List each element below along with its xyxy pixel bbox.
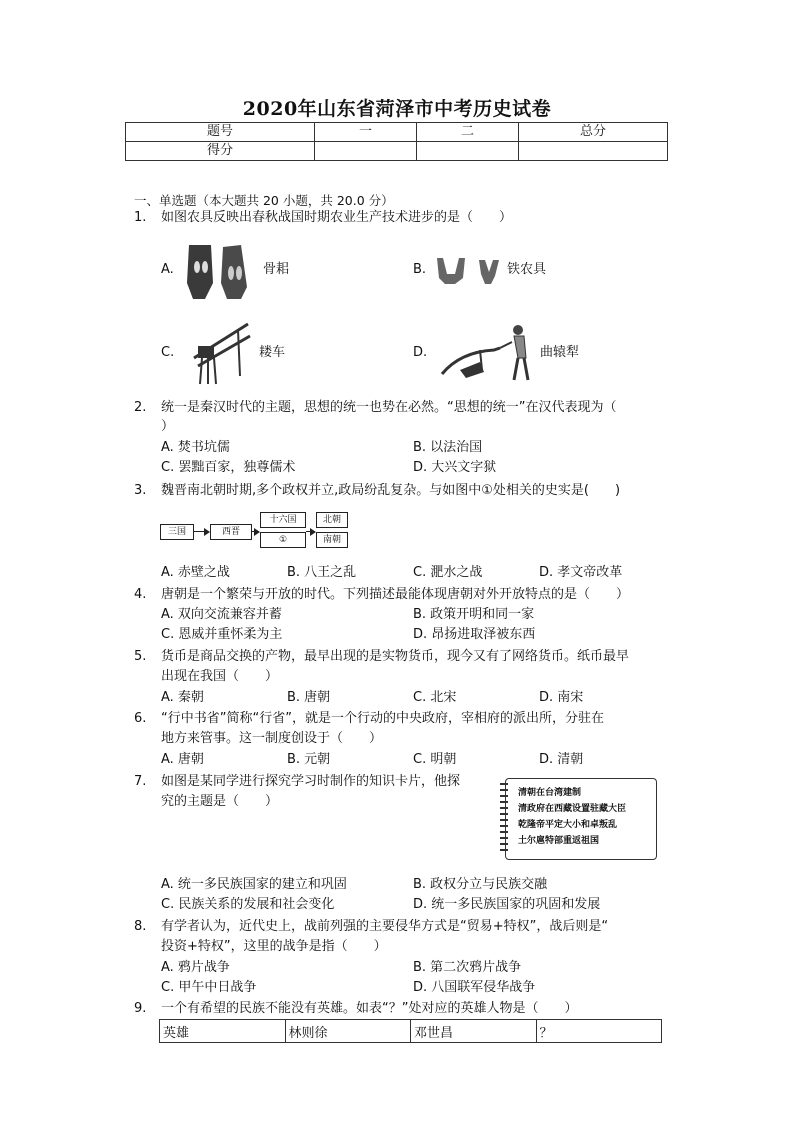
- question-text: 有学者认为，近代史上，战前列强的主要侵华方式是“贸易+特权”，战后则是“: [161, 919, 609, 934]
- option-b[interactable]: B. 唐朝: [287, 690, 331, 705]
- option-d[interactable]: D. 八国联军侵华战争: [413, 980, 536, 995]
- diagram-box-shiliuguo: 十六国: [260, 512, 306, 528]
- card-line: 清政府在西藏设置驻藏大臣: [518, 804, 627, 814]
- score-cell: 二: [417, 123, 519, 142]
- bone-spade-image: [183, 243, 251, 301]
- option-b[interactable]: B. 八王之乱: [287, 565, 357, 580]
- arrow: [194, 531, 204, 532]
- score-cell: 总分: [519, 123, 668, 142]
- option-d-letter[interactable]: D.: [413, 345, 428, 360]
- option-b[interactable]: B. 第二次鸦片战争: [413, 960, 522, 975]
- diagram-box-nanchao: 南朝: [316, 532, 348, 548]
- score-input-cell[interactable]: [315, 142, 417, 161]
- table-cell: 邓世昌: [411, 1020, 537, 1043]
- table-cell: ？: [536, 1020, 662, 1043]
- question-text: 魏晋南北朝时期,多个政权并立,政局纷乱复杂。与如图中①处相关的史实是( ): [161, 483, 621, 498]
- option-c-label: 耧车: [259, 345, 286, 360]
- option-c[interactable]: C. 淝水之战: [413, 565, 483, 580]
- option-d[interactable]: D. 大兴文字狱: [413, 460, 497, 475]
- option-a[interactable]: A. 秦朝: [161, 690, 204, 705]
- score-cell: 题号: [126, 123, 315, 142]
- question-text-cont: 出现在我国（ ）: [161, 669, 279, 684]
- question-text: “行中书省”简称“行省”，就是一个行动的中央政府，宰相府的派出所，分驻在: [161, 711, 604, 726]
- page-title: 2020年山东省菏泽市中考历史试卷: [242, 98, 552, 120]
- question-text: 一个有希望的民族不能没有英雄。如表“？”处对应的英雄人物是（ ）: [161, 1001, 578, 1016]
- score-cell: 得分: [126, 142, 315, 161]
- option-d[interactable]: D. 清朝: [539, 752, 584, 767]
- question-text-cont: 地方来管事。这一制度创设于（ ）: [161, 731, 383, 746]
- option-b[interactable]: B. 政权分立与民族交融: [413, 877, 548, 892]
- diagram-box-blank-1: ①: [260, 532, 306, 548]
- option-b[interactable]: B. 元朝: [287, 752, 331, 767]
- score-input-cell[interactable]: [519, 142, 668, 161]
- diagram-box-beichao: 北朝: [316, 512, 348, 528]
- question-number: 9.: [134, 1001, 147, 1016]
- option-c-letter[interactable]: C.: [161, 345, 175, 360]
- option-c[interactable]: C. 民族关系的发展和社会变化: [161, 897, 335, 912]
- option-a[interactable]: A. 焚书坑儒: [161, 440, 230, 455]
- question-text-cont: 究的主题是（ ）: [161, 794, 279, 809]
- card-line: 清朝在台湾建制: [518, 788, 582, 798]
- option-a-letter[interactable]: A.: [161, 262, 174, 277]
- section-heading: 一、单选题（本大题共 20 小题，共 20.0 分）: [134, 193, 394, 208]
- card-text: [518, 785, 626, 849]
- card-spiral: [500, 783, 508, 855]
- score-table-row: [126, 142, 668, 161]
- table-cell: 林则徐: [285, 1020, 411, 1043]
- option-d[interactable]: D. 昂扬进取泽被东西: [413, 627, 536, 642]
- question-text: 如图是某同学进行探究学习时制作的知识卡片，他探: [161, 774, 461, 789]
- option-d[interactable]: D. 统一多民族国家的巩固和发展: [413, 897, 601, 912]
- table-row: [160, 1020, 662, 1043]
- option-b-letter[interactable]: B.: [413, 262, 427, 277]
- score-table-header: [126, 123, 668, 142]
- option-a[interactable]: A. 统一多民族国家的建立和巩固: [161, 877, 347, 892]
- seed-drill-image: [188, 318, 252, 388]
- option-a[interactable]: A. 唐朝: [161, 752, 204, 767]
- curved-plow-image: [440, 322, 536, 384]
- card-line: 乾隆帝平定大小和卓叛乱: [518, 820, 618, 830]
- hero-table: [159, 1019, 662, 1043]
- option-a-label: 骨耜: [263, 262, 290, 277]
- score-cell: 一: [315, 123, 417, 142]
- diagram-box-sanguo: 三国: [160, 524, 194, 540]
- iron-tools-image: [435, 254, 505, 286]
- option-b-label: 铁农具: [507, 262, 547, 277]
- question-text-cont: ）: [161, 419, 175, 434]
- table-cell: 英雄: [160, 1020, 286, 1043]
- diagram-box-xijin: 西晋: [210, 524, 252, 540]
- option-a[interactable]: A. 双向交流兼容并蓄: [161, 607, 282, 622]
- dynasty-diagram: [160, 510, 360, 554]
- question-text: 如图农具反映出春秋战国时期农业生产技术进步的是（ ）: [161, 210, 513, 225]
- option-c[interactable]: C. 罢黜百家，独尊儒术: [161, 460, 296, 475]
- option-d[interactable]: D. 南宋: [539, 690, 584, 705]
- option-d[interactable]: D. 孝文帝改革: [539, 565, 623, 580]
- knowledge-card: [505, 778, 657, 860]
- question-text: 唐朝是一个繁荣与开放的时代。下列描述最能体现唐朝对外开放特点的是（ ）: [161, 587, 630, 602]
- option-a[interactable]: A. 赤壁之战: [161, 565, 230, 580]
- question-number: 5.: [134, 649, 147, 664]
- question-number: 2.: [134, 400, 147, 415]
- question-text: 统一是秦汉时代的主题，思想的统一也势在必然。“思想的统一”在汉代表现为（: [161, 400, 617, 415]
- option-c[interactable]: C. 甲午中日战争: [161, 980, 257, 995]
- question-text-cont: 投资+特权”，这里的战争是指（ ）: [161, 939, 387, 954]
- question-number: 8.: [134, 919, 147, 934]
- question-number: 6.: [134, 711, 147, 726]
- option-c[interactable]: C. 明朝: [413, 752, 457, 767]
- option-d-label: 曲辕犁: [540, 345, 580, 360]
- option-b[interactable]: B. 以法治国: [413, 440, 483, 455]
- option-c[interactable]: C. 恩威并重怀柔为主: [161, 627, 283, 642]
- score-table: [125, 122, 668, 161]
- question-text: 货币是商品交换的产物，最早出现的是实物货币，现今又有了网络货币。纸币最早: [161, 649, 630, 664]
- question-number: 1.: [134, 210, 147, 225]
- question-number: 3.: [134, 483, 147, 498]
- question-number: 7.: [134, 774, 147, 789]
- card-line: 土尔扈特部重返祖国: [518, 836, 600, 846]
- question-number: 4.: [134, 587, 147, 602]
- option-a[interactable]: A. 鸦片战争: [161, 960, 230, 975]
- option-b[interactable]: B. 政策开明和同一家: [413, 607, 535, 622]
- option-c[interactable]: C. 北宋: [413, 690, 457, 705]
- score-input-cell[interactable]: [417, 142, 519, 161]
